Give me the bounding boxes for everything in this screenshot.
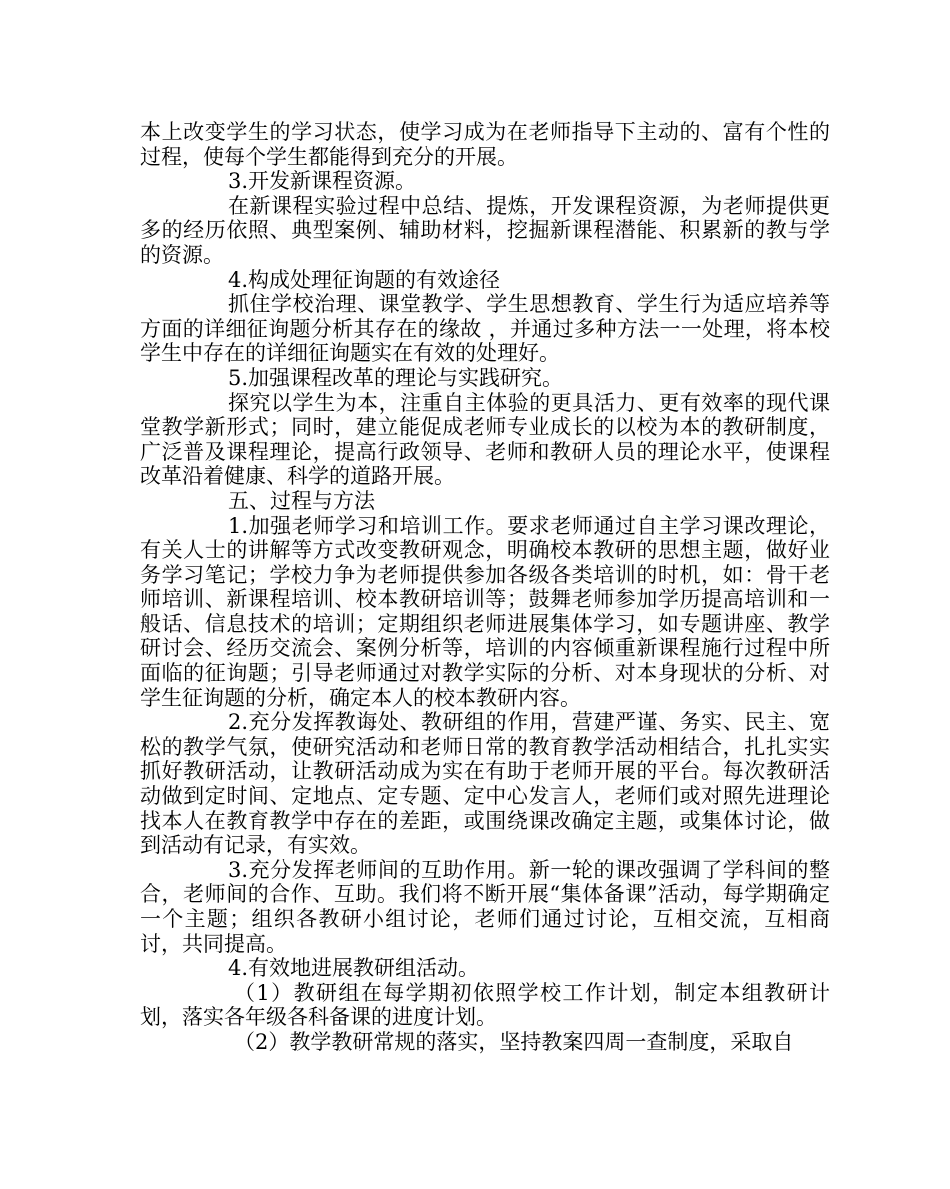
heading-research-group-activity: 4.有效地进展教研组活动。 <box>228 956 480 981</box>
paragraph-teaching-office-role: 2.充分发挥教诲处、教研组的作用，营建严谨、务实、民主、宽松的教学气氛，使研究活动和老师日常的教育教学活动相结合，扎扎实实抓好教研活动，让教研活动成为实在有助于老师开展的平台。每次教研活动做到定时间、定地点、定专题、定中心发言人，老师们或对照先进理论找本人在教育教学中存在的差距，或围绕课改确定主题，或集体讨论，做到活动有记录，有实效。 <box>140 710 830 858</box>
list-item-1: （1）教研组在每学期初依照学校工作计划，制定本组教研计划，落实各年级各科备课的进度计划。 <box>140 980 830 1030</box>
heading-effective-approach: 4.构成处理征询题的有效途径 <box>228 267 501 292</box>
heading-develop-resources: 3.开发新课程资源。 <box>228 169 417 194</box>
list-item-2: （2）教学教研常规的落实，坚持教案四周一查制度，采取自 <box>234 1029 794 1054</box>
paragraph-teacher-mutual-help: 3.充分发挥老师间的互助作用。新一轮的课改强调了学科间的整合，老师间的合作、互助。我们将不断开展“集体备课”活动，每学期确定一个主题；组织各教研小组讨论，老师们通过讨论，互相交流，互相商讨，共同提高。 <box>140 857 830 956</box>
paragraph-continuation: 本上改变学生的学习状态，使学习成为在老师指导下主动的、富有个性的过程，使每个学生都能得到充分的开展。 <box>140 120 830 169</box>
paragraph-effective-approach: 抓住学校治理、课堂教学、学生思想教育、学生行为适应培养等方面的详细征询题分析其存在的缘故 ，并通过多种方法一一处理，将本校学生中存在的详细征询题实在有效的处理好。 <box>140 292 830 366</box>
paragraph-teacher-training: 1.加强老师学习和培训工作。要求老师通过自主学习课改理论，有关人士的讲解等方式改变教研观念，明确校本教研的思想主题，做好业务学习笔记；学校力争为老师提供参加各级各类培训的时机，如：骨干老师培训、新课程培训、校本教研培训等；鼓舞老师参加学历提高培训和一般话、信息技术的培训；定期组织老师进展集体学习，如专题讲座、教学研讨会、经历交流会、案例分析等，培训的内容倾重新课程施行过程中所面临的征询题；引导老师通过对教学实际的分析、对本身现状的分析、对学生征询题的分析，确定本人的校本教研内容。 <box>140 513 830 710</box>
heading-theory-practice: 5.加强课程改革的理论与实践研究。 <box>228 365 564 390</box>
section-heading-process-method: 五、过程与方法 <box>228 488 375 513</box>
paragraph-develop-resources: 在新课程实验过程中总结、提炼，开发课程资源，为老师提供更多的经历依照、典型案例、辅助材料，挖掘新课程潜能、积累新的教与学的资源。 <box>140 193 830 267</box>
document-body <box>140 120 830 1055</box>
paragraph-theory-practice: 探究以学生为本，注重自主体验的更具活力、更有效率的现代课堂教学新形式；同时，建立能促成老师专业成长的以校为本的教研制度，广泛普及课程理论，提高行政领导、老师和教研人员的理论水平，使课程改革沿着健康、科学的道路开展。 <box>140 390 830 489</box>
